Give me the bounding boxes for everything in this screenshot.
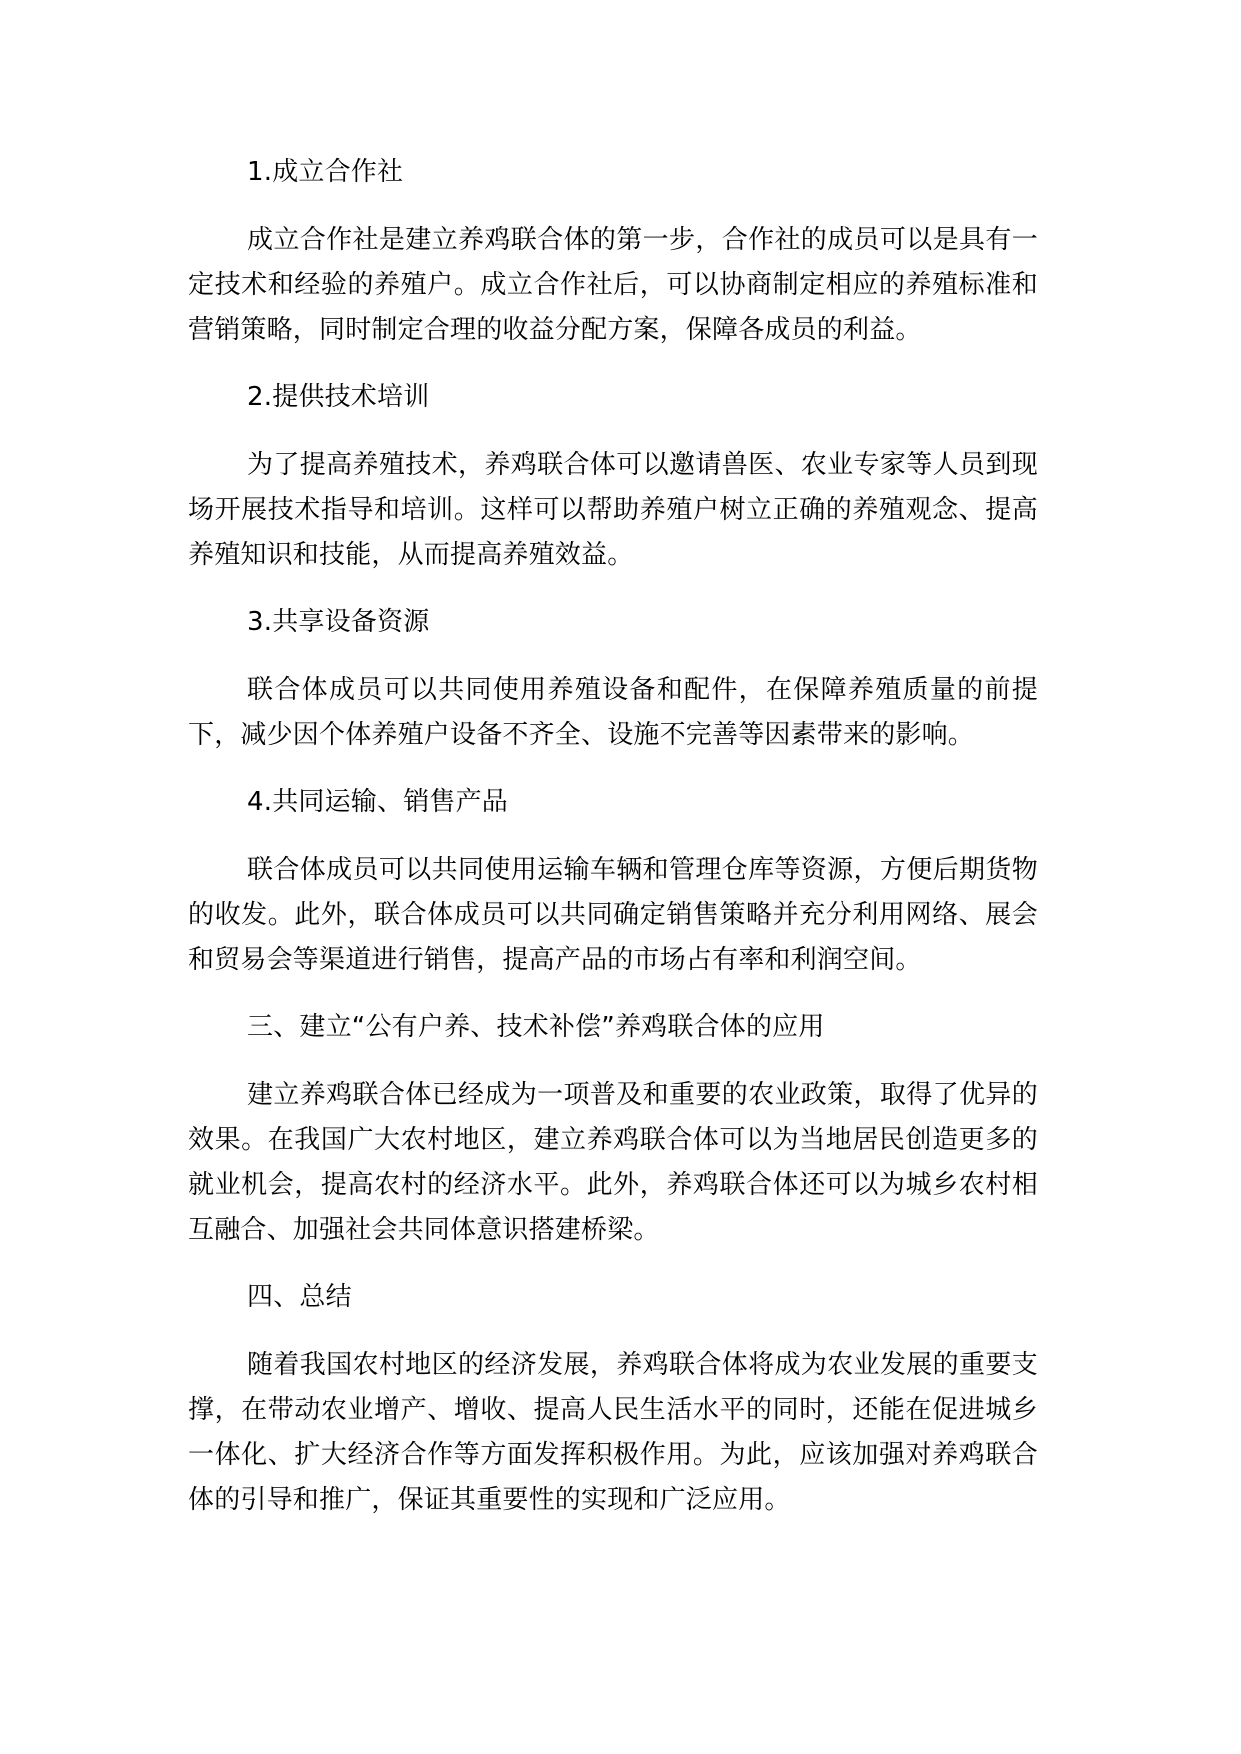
section-heading-equipment: 3.共享设备资源 [247, 607, 430, 637]
paragraph-application: 建立养鸡联合体已经成为一项普及和重要的农业政策，取得了优异的效果。在我国广大农村地区，建立养鸡联合体可以为当地居民创造更多的就业机会，提高农村的经济水平。此外，养鸡联合体还可以为城乡农村相互融合、加强社会共同体意识搭建桥梁。 [188, 1080, 1038, 1245]
section-heading-application: 三、建立“公有户养、技术补偿”养鸡联合体的应用 [247, 1012, 825, 1042]
paragraph-training: 为了提高养殖技术，养鸡联合体可以邀请兽医、农业专家等人员到现场开展技术指导和培训。这样可以帮助养殖户树立正确的养殖观念、提高养殖知识和技能，从而提高养殖效益。 [188, 450, 1038, 570]
paragraph-summary: 随着我国农村地区的经济发展，养鸡联合体将成为农业发展的重要支撑，在带动农业增产、增收、提高人民生活水平的同时，还能在促进城乡一体化、扩大经济合作等方面发挥积极作用。为此，应该加强对养鸡联合体的引导和推广，保证其重要性的实现和广泛应用。 [188, 1350, 1038, 1515]
paragraph-transport-sales: 联合体成员可以共同使用运输车辆和管理仓库等资源，方便后期货物的收发。此外，联合体成员可以共同确定销售策略并充分利用网络、展会和贸易会等渠道进行销售，提高产品的市场占有率和利润空间。 [188, 855, 1038, 975]
section-heading-summary: 四、总结 [247, 1282, 352, 1312]
section-heading-training: 2.提供技术培训 [247, 382, 430, 412]
section-heading-transport-sales: 4.共同运输、销售产品 [247, 787, 509, 817]
document-body [188, 150, 1038, 1545]
section-heading-cooperative: 1.成立合作社 [247, 157, 404, 187]
paragraph-cooperative: 成立合作社是建立养鸡联合体的第一步，合作社的成员可以是具有一定技术和经验的养殖户。成立合作社后，可以协商制定相应的养殖标准和营销策略，同时制定合理的收益分配方案，保障各成员的利益。 [188, 225, 1038, 345]
paragraph-equipment: 联合体成员可以共同使用养殖设备和配件，在保障养殖质量的前提下，减少因个体养殖户设备不齐全、设施不完善等因素带来的影响。 [188, 675, 1038, 750]
